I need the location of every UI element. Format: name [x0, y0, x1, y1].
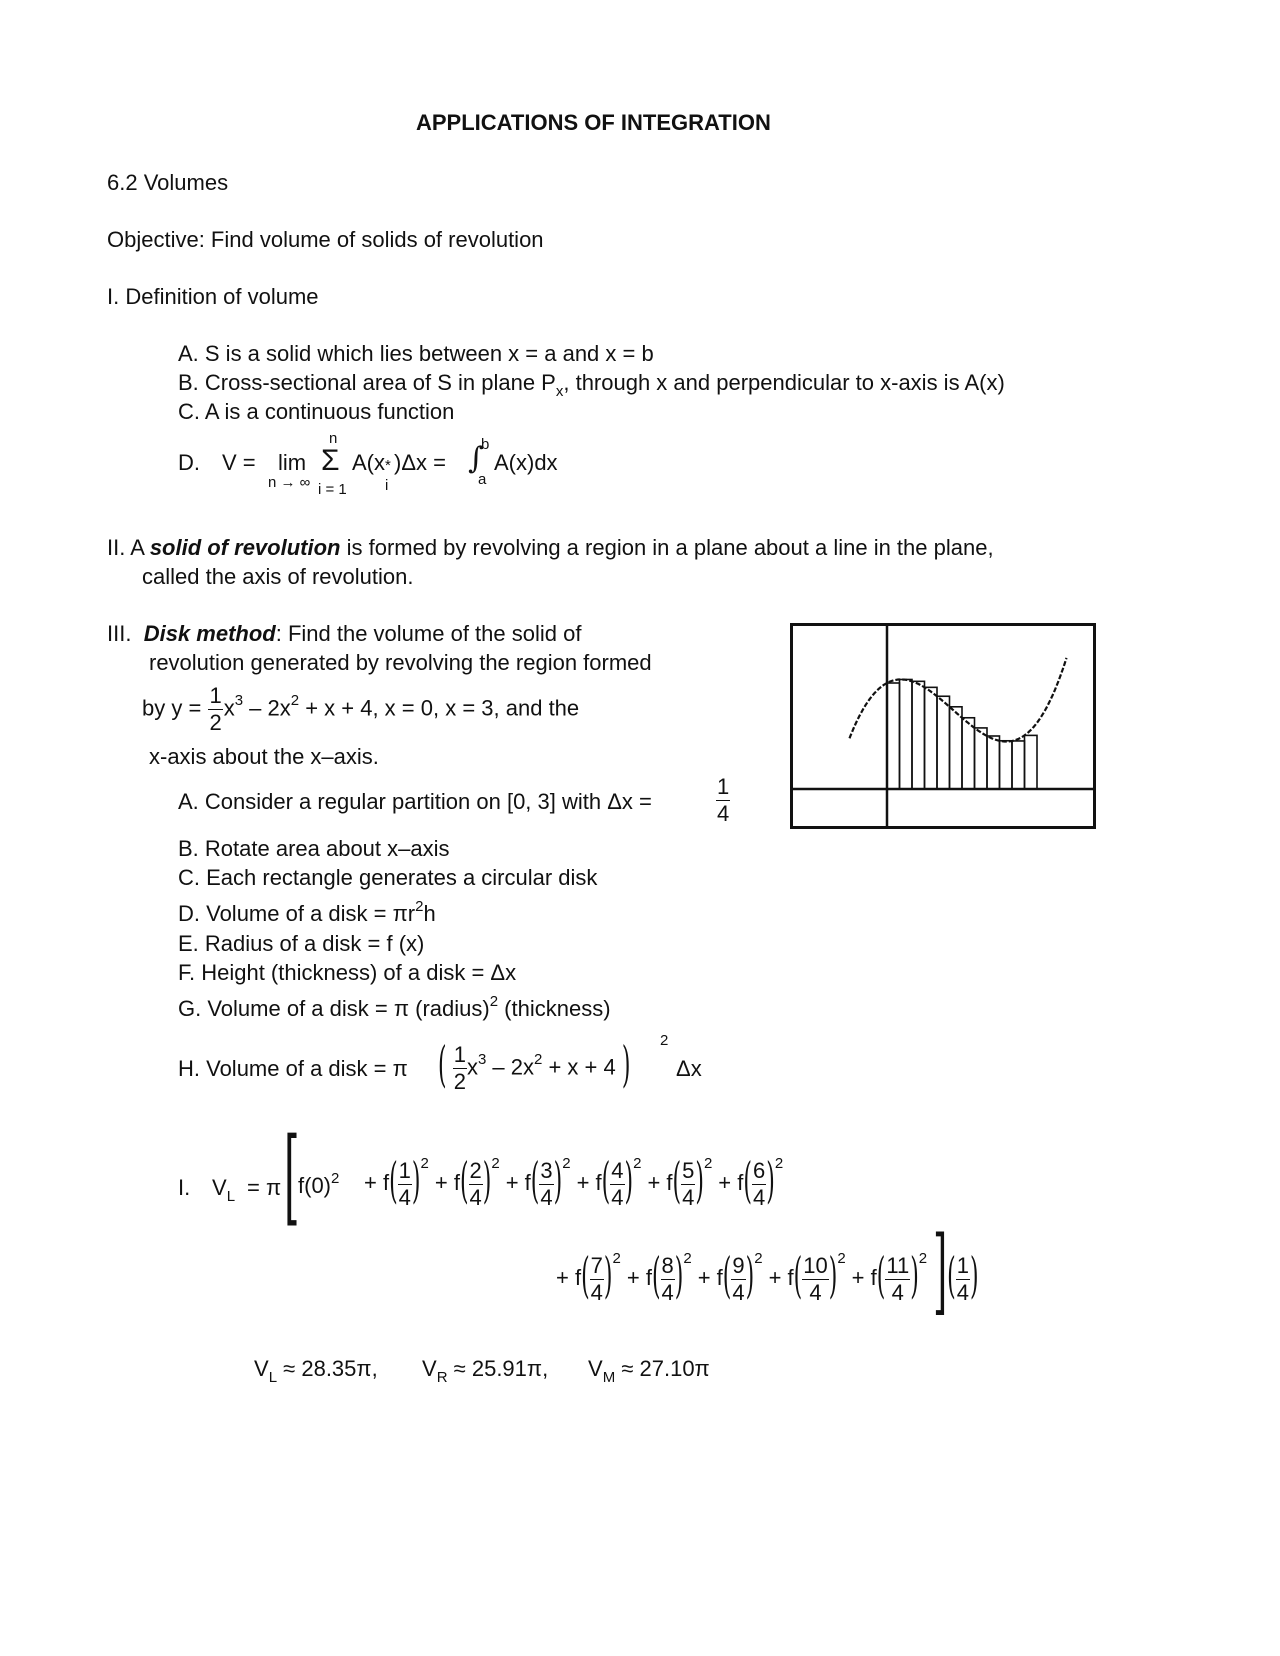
- sum-term-star: *: [385, 457, 391, 474]
- part3-line4: x-axis about the x–axis.: [149, 744, 379, 769]
- part3-line2: revolution generated by revolving the region formed: [149, 650, 652, 675]
- h-dx: Δx: [676, 1056, 702, 1081]
- i-last-den: 4: [956, 1280, 970, 1305]
- result-vr: [422, 1356, 549, 1386]
- integral-lower: a: [478, 471, 487, 488]
- part2-term: solid of revolution: [149, 535, 341, 560]
- i-term-num: 11: [886, 1253, 910, 1278]
- part2-line2: called the axis of revolution.: [142, 564, 414, 589]
- i-paren-right: ): [411, 1155, 421, 1211]
- i-term-den: 4: [540, 1185, 553, 1210]
- i-right-bracket: ]: [933, 1219, 948, 1327]
- i-term-den: 4: [752, 1185, 766, 1210]
- i-paren-right: ): [745, 1250, 755, 1306]
- eq-x: x: [223, 695, 235, 721]
- vl-sub: L: [226, 1188, 236, 1205]
- integral-symbol: ∫: [468, 441, 484, 476]
- i-row1: [364, 1155, 789, 1211]
- delta-denominator: 4: [717, 801, 730, 826]
- part3-item-d-sup: 2: [415, 898, 424, 915]
- part1-item-b-pre: B. Cross-sectional area of S in plane P: [178, 370, 556, 395]
- part3-item-b: B. Rotate area about x–axis: [178, 836, 450, 861]
- i-paren-left: (: [601, 1155, 611, 1211]
- sum-upper: n: [329, 430, 338, 447]
- i-last-paren-left: (: [947, 1250, 956, 1306]
- part1-item-b-sub: x: [555, 383, 564, 400]
- result-vm-value: ≈ 27.10π: [621, 1356, 710, 1381]
- part3-item-a-frac: [716, 776, 730, 825]
- i-f0-sup: 2: [331, 1170, 340, 1187]
- i-paren-left: (: [530, 1155, 540, 1211]
- i-plus-f: + f: [556, 1265, 582, 1291]
- h-right-paren: ): [621, 1039, 631, 1095]
- part3-item-g: [178, 993, 611, 1021]
- i-term-sup: 2: [633, 1155, 642, 1173]
- i-last-paren-right: ): [970, 1250, 979, 1306]
- part3-item-d: [178, 898, 436, 926]
- h-denominator: 2: [453, 1069, 466, 1094]
- part3-by: by y =: [142, 695, 202, 721]
- result-vr-value: ≈ 25.91π,: [453, 1356, 549, 1381]
- part1-heading: I. Definition of volume: [107, 284, 319, 309]
- result-vm-v: V: [588, 1356, 603, 1381]
- part1-item-a: A. S is a solid which lies between x = a and x = b: [178, 341, 654, 366]
- i-term-sup: 2: [612, 1250, 621, 1268]
- part3-item-g-text: G. Volume of a disk = π (radius): [178, 996, 490, 1021]
- i-paren-left: (: [389, 1155, 398, 1211]
- part3-item-h-expr: [438, 1039, 631, 1095]
- i-paren-left: (: [793, 1250, 803, 1306]
- vl-v: V: [212, 1175, 227, 1200]
- i-term-den: 4: [732, 1280, 745, 1305]
- h-end: + x + 4: [542, 1054, 616, 1080]
- i-term-num: 1: [398, 1158, 411, 1183]
- i-term-sup: 2: [918, 1250, 928, 1268]
- i-paren-right: ): [624, 1155, 634, 1211]
- i-plus-f: + f: [851, 1265, 877, 1291]
- i-plus-f: + f: [626, 1265, 652, 1291]
- part2-pre: II. A: [107, 535, 150, 560]
- delta-numerator: 1: [717, 774, 730, 799]
- part1-item-b: [178, 370, 1005, 400]
- i-plus-f: + f: [576, 1170, 602, 1196]
- result-vl-sub: L: [268, 1369, 278, 1386]
- part3-item-g-end: (thickness): [498, 996, 611, 1021]
- page-title: APPLICATIONS OF INTEGRATION: [416, 110, 771, 135]
- i-paren-left: (: [459, 1155, 469, 1211]
- i-term-den: 4: [611, 1185, 624, 1210]
- i-paren-left: (: [876, 1250, 886, 1306]
- integral-upper: b: [481, 436, 490, 453]
- i-paren-right: ): [482, 1155, 492, 1211]
- i-term-den: 4: [809, 1280, 822, 1305]
- i-term-num: 6: [752, 1158, 766, 1183]
- part3-item-i-label: I.: [178, 1175, 191, 1200]
- i-term-den: 4: [682, 1185, 695, 1210]
- h-mid: – 2x: [486, 1054, 535, 1080]
- i-plus-f: + f: [768, 1265, 794, 1291]
- part3-line1: [107, 623, 581, 645]
- result-vl-value: ≈ 28.35π,: [283, 1356, 378, 1381]
- i-term-num: 2: [469, 1158, 482, 1183]
- h-outer-sup: 2: [660, 1032, 669, 1049]
- i-term-sup: 2: [774, 1155, 784, 1173]
- i-paren-left: (: [722, 1250, 732, 1306]
- integral-term: A(x)dx: [494, 450, 558, 475]
- i-term-sup: 2: [562, 1155, 571, 1173]
- i-term-den: 4: [590, 1280, 603, 1305]
- h-left-paren: (: [438, 1039, 447, 1095]
- part3-item-e: E. Radius of a disk = f (x): [178, 931, 425, 956]
- i-paren-left: (: [651, 1250, 661, 1306]
- i-plus-f: + f: [364, 1170, 390, 1196]
- i-term-num: 7: [590, 1253, 603, 1278]
- h-numerator: 1: [453, 1042, 466, 1067]
- i-paren-right: ): [828, 1250, 838, 1306]
- graph-frame: [792, 625, 1095, 828]
- part1-item-b-post: , through x and perpendicular to x-axis is A(x): [563, 370, 1005, 395]
- part3-term: Disk method: [143, 621, 276, 646]
- eq-sup2: 2: [290, 692, 300, 710]
- result-vl-v: V: [254, 1356, 269, 1381]
- sum-term-i: i: [385, 477, 389, 494]
- i-last-num: 1: [956, 1253, 970, 1278]
- result-vr-v: V: [422, 1356, 437, 1381]
- i-eq-pi: = π: [247, 1175, 282, 1200]
- i-term-den: 4: [398, 1185, 411, 1210]
- i-f0: [298, 1170, 340, 1198]
- i-paren-right: ): [695, 1155, 704, 1211]
- lim-subscript: n → ∞: [268, 474, 311, 491]
- i-plus-f: + f: [718, 1170, 744, 1196]
- result-vr-sub: R: [436, 1369, 448, 1386]
- sum-term: [352, 450, 446, 494]
- i-term-num: 9: [732, 1253, 745, 1278]
- part3-item-h: H. Volume of a disk = π: [178, 1056, 408, 1081]
- h-sup2: 2: [534, 1051, 543, 1069]
- result-vl: [254, 1356, 378, 1386]
- eq-sup3: 3: [234, 692, 244, 710]
- vl-symbol: [212, 1175, 236, 1205]
- i-term-sup: 2: [491, 1155, 500, 1173]
- disk-method-graph: [790, 623, 1096, 829]
- sum-term-a: A(x: [352, 450, 385, 475]
- result-vm: [588, 1356, 710, 1386]
- i-f0-text: f(0): [298, 1173, 331, 1198]
- lim-text: lim: [278, 450, 307, 475]
- i-term-num: 8: [661, 1253, 674, 1278]
- part2-post: is formed by revolving a region in a plane about a line in the plane,: [340, 535, 994, 560]
- i-paren-right: ): [674, 1250, 684, 1306]
- i-row2: [556, 1219, 979, 1327]
- i-paren-right: ): [553, 1155, 563, 1211]
- part3-equation: [142, 685, 579, 734]
- i-term-num: 3: [540, 1158, 553, 1183]
- i-left-bracket: [: [284, 1118, 300, 1238]
- part3-item-d-end: h: [423, 901, 436, 926]
- i-plus-f: + f: [434, 1170, 460, 1196]
- h-sup3: 3: [477, 1051, 487, 1069]
- sum-term-end: )Δx =: [394, 450, 446, 475]
- i-term-num: 10: [803, 1253, 828, 1278]
- part1-item-c: C. A is a continuous function: [178, 399, 455, 424]
- i-term-sup: 2: [420, 1155, 429, 1173]
- i-term-sup: 2: [703, 1155, 713, 1173]
- i-paren-left: (: [581, 1250, 590, 1306]
- i-term-sup: 2: [837, 1250, 846, 1268]
- part2-line1: [107, 537, 994, 559]
- i-term-num: 5: [682, 1158, 695, 1183]
- volume-v: V =: [222, 450, 256, 475]
- i-paren-right: ): [603, 1250, 613, 1306]
- eq-end: + x + 4, x = 0, x = 3, and the: [299, 695, 580, 721]
- i-plus-f: + f: [505, 1170, 531, 1196]
- i-term-num: 4: [611, 1158, 624, 1183]
- half-denominator: 2: [209, 710, 222, 735]
- i-paren-left: (: [672, 1155, 682, 1211]
- i-plus-f: + f: [647, 1170, 673, 1196]
- eq-mid: – 2x: [243, 695, 291, 721]
- part3-item-f: F. Height (thickness) of a disk = Δx: [178, 960, 517, 985]
- i-paren-right: ): [766, 1155, 775, 1211]
- part3-numeral: III.: [107, 621, 132, 646]
- result-vm-sub: M: [602, 1369, 616, 1386]
- part3-lead: : Find the volume of the solid of: [275, 621, 582, 646]
- i-term-sup: 2: [683, 1250, 692, 1268]
- sum-lower: i = 1: [318, 481, 347, 498]
- i-term-sup: 2: [754, 1250, 763, 1268]
- sigma-symbol: Σ: [321, 444, 340, 477]
- objective: Objective: Find volume of solids of revolution: [107, 227, 544, 252]
- half-numerator: 1: [209, 683, 222, 708]
- part3-item-d-text: D. Volume of a disk = πr: [178, 901, 416, 926]
- i-term-den: 4: [891, 1280, 904, 1305]
- part3-item-a: A. Consider a regular partition on [0, 3] with Δx =: [178, 789, 652, 814]
- part3-item-g-sup: 2: [489, 993, 499, 1010]
- i-term-den: 4: [469, 1185, 482, 1210]
- i-term-den: 4: [661, 1280, 674, 1305]
- i-paren-left: (: [743, 1155, 752, 1211]
- i-plus-f: + f: [697, 1265, 723, 1291]
- part3-item-c: C. Each rectangle generates a circular disk: [178, 865, 598, 890]
- part1-item-d-label: D.: [178, 450, 200, 475]
- i-paren-right: ): [910, 1250, 919, 1306]
- section-heading: 6.2 Volumes: [107, 170, 229, 195]
- h-x: x: [466, 1054, 478, 1080]
